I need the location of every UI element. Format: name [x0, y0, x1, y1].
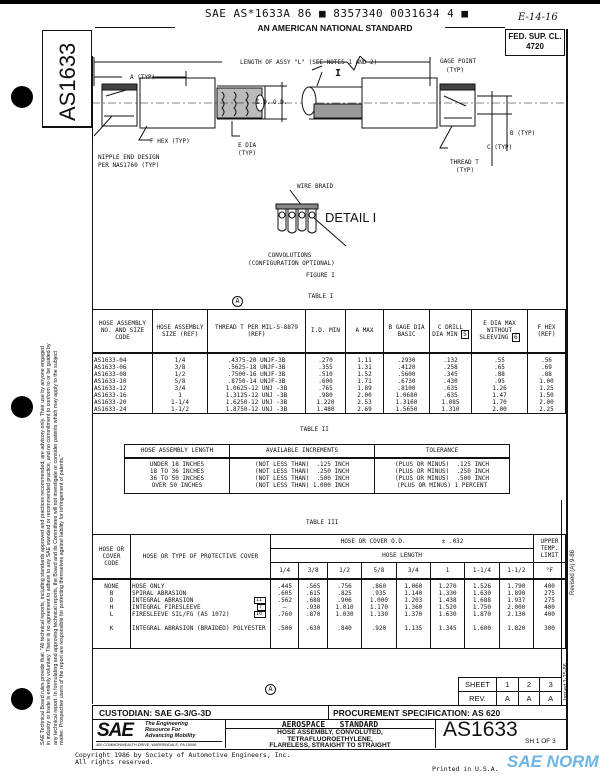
- t1-cell: .4120: [397, 363, 416, 371]
- t3-size-header: 1/2: [327, 563, 361, 579]
- t1-cell: .765: [318, 384, 333, 392]
- t3-cell: 1.345: [438, 624, 457, 632]
- t3-cell: 400: [544, 603, 555, 611]
- disclaimer-line: SAE Technical Board rules provide that: "All technical reports, including standards approved and practices recommended, are advisory only. Their use by anyone engaged: [40, 346, 46, 745]
- copyright-line: Copyright 1986 by Society of Automotive Engineers, Inc.: [75, 751, 291, 759]
- sheet-number: 2: [518, 678, 540, 692]
- revised-date: Revised (A) 9-86: [570, 549, 576, 595]
- t3-cell: H: [109, 603, 114, 611]
- t3-size-header: 1-1/2: [499, 563, 533, 579]
- t3-cell: 1.130: [369, 610, 388, 618]
- id-label: I.D.: [256, 99, 271, 106]
- t2-cell: 36 TO 50 INCHES: [149, 474, 205, 482]
- t3-cell: SPIRAL ABRASION: [132, 589, 187, 597]
- e-dia-typ: (TYP): [238, 150, 257, 157]
- t3-cell: .935: [371, 589, 387, 597]
- t3-cell: 1.060: [404, 582, 423, 590]
- tagline-line: Resource For: [145, 727, 181, 733]
- hose-assembly-drawing: [92, 56, 566, 196]
- t2-cell: (NOT LESS THAN) 1.000 INCH: [255, 481, 349, 489]
- t3-od-column: [430, 579, 464, 649]
- t1-cell: .5600: [397, 370, 416, 378]
- nipple-end-ref: PER NAS1760 (TYP): [98, 162, 160, 169]
- t3-header-type: HOSE OR TYPE OF PROTECTIVE COVER: [131, 535, 271, 579]
- t1-cell: 1.52: [357, 370, 372, 378]
- t1-column-cell: [384, 353, 430, 414]
- t1-header: B GAGE DIA BASIC: [384, 310, 430, 353]
- t2-cell: (NOT LESS THAN) .250 INCH: [255, 467, 349, 475]
- side-number-box: [42, 30, 92, 128]
- t2-column-cell: [375, 458, 510, 494]
- thread-t-typ: (TYP): [456, 167, 475, 174]
- t3-cell: .825: [337, 589, 352, 597]
- t1-header: THREAD T PER MIL-S-8879 (REF): [208, 310, 306, 353]
- detail-marker: I: [335, 68, 342, 79]
- c-dimension-label: C (TYP): [487, 144, 513, 151]
- t1-cell: .430: [443, 377, 458, 385]
- t1-cell: 3/4: [174, 384, 186, 392]
- t1-cell: 1.6250-12 UNJ -3B: [225, 398, 288, 406]
- t1-cell: .55: [494, 356, 505, 364]
- t3-cell: NONE: [104, 582, 119, 590]
- t1-cell: 1.3160: [395, 398, 418, 406]
- t3-cell: .760: [277, 610, 292, 618]
- t3-cell: 1.030: [335, 610, 354, 618]
- document-code: SAE AS*1633A 86 ■ 8357340 0031634 4 ■: [205, 7, 469, 20]
- rule: [445, 27, 505, 28]
- t3-temp-unit: °F: [534, 563, 566, 579]
- t1-cell: 1.47: [492, 391, 507, 399]
- t1-cell: .7500-16 UNJF-3B: [227, 370, 286, 378]
- t1-header-text: E DIA MAX WITHOUT SLEEVING: [479, 320, 516, 342]
- t1-cell: AS1633-16: [94, 391, 127, 399]
- t3-cell: 1.630: [472, 589, 491, 597]
- table-2: [124, 444, 510, 494]
- t1-cell: 1.89: [357, 384, 372, 392]
- t2-cell: (NOT LESS THAN) .125 INCH: [255, 460, 349, 468]
- t1-header: [472, 310, 528, 353]
- t3-cell: .605: [277, 589, 292, 597]
- t3-cell: .562: [277, 596, 292, 604]
- t1-cell: .600: [318, 377, 333, 385]
- t1-cell: AS1633-20: [94, 398, 127, 406]
- handwritten-date: E-14-16: [518, 12, 558, 23]
- t3-cell: .906: [337, 596, 352, 604]
- scan-edge: [0, 0, 600, 4]
- t3-cell: 1.135: [404, 624, 423, 632]
- copyright: [75, 752, 290, 766]
- t1-header: A MAX: [346, 310, 384, 353]
- t2-cell: (NOT LESS THAN) .500 INCH: [255, 474, 349, 482]
- note-flag: 6: [513, 334, 518, 342]
- disclaimer-line: in industry or trade is entirely voluntary. There is no agreement to adhere to any SAE standard or recommended practice, and no commitment to conform to or be guided by: [46, 343, 53, 745]
- t3-cell: 1.890: [507, 589, 526, 597]
- t3-cell: .630: [305, 624, 321, 632]
- title-line: TETRAFLUOROETHYLENE,: [287, 735, 373, 743]
- t2-body-row: [125, 458, 510, 494]
- t1-column-cell: [430, 353, 472, 414]
- t1-cell: AS1633-04: [94, 356, 127, 364]
- t1-header-text: C DRILL DIA MIN: [432, 323, 464, 338]
- t1-cell: .258: [443, 363, 458, 371]
- t1-cell: 1.0625-12 UNJ -3B: [225, 384, 288, 392]
- t1-cell: .65: [494, 363, 505, 371]
- t3-cell: 1.438: [438, 596, 457, 604]
- t3-cell: 1.750: [472, 603, 491, 611]
- t1-cell: .2930: [397, 356, 416, 364]
- t1-cell: 1.8750-12 UNJ -3B: [225, 405, 288, 413]
- document-title: [226, 730, 434, 750]
- t2-cell: 18 TO 36 INCHES: [149, 467, 205, 475]
- note-flag: 10: [254, 611, 266, 618]
- t1-cell: .132: [443, 356, 458, 364]
- rule: [95, 27, 175, 28]
- t3-cell: 1.140: [404, 589, 423, 597]
- t2-column-cell: [125, 458, 230, 494]
- t3-cell: 1.820: [507, 624, 526, 632]
- t3-size-header: 1-1/4: [465, 563, 499, 579]
- nipple-end-label: NIPPLE END DESIGN: [98, 154, 160, 161]
- printed-in: Printed in U.S.A.: [432, 765, 499, 773]
- t3-cell: 275: [544, 596, 555, 604]
- t3-cell: 1.203: [404, 596, 423, 604]
- t3-cell: 1.688: [472, 596, 491, 604]
- t3-cell: 1.630: [438, 610, 457, 618]
- sheet-number: 3: [540, 678, 562, 692]
- t1-cell: .8750-14 UNJF-3B: [227, 377, 286, 385]
- t2-cell: UNDER 18 INCHES: [149, 460, 205, 468]
- t1-cell: .88: [494, 370, 505, 378]
- t3-cell: .930: [305, 603, 321, 611]
- t3-cell: INTEGRAL FIRESLEEVE: [132, 603, 201, 611]
- t3-cell: HOSE ONLY: [132, 582, 165, 590]
- t3-cell: FIRESLEEVE SIL/FG (AS 1072): [132, 610, 230, 618]
- t1-cell: 1/2: [174, 370, 186, 378]
- t1-cell: .345: [443, 370, 458, 378]
- title-center-block: [226, 720, 436, 748]
- t3-cell: 1.000: [369, 596, 388, 604]
- rev-letter: A: [540, 692, 562, 706]
- revision-marker: A: [232, 296, 243, 307]
- t3-cell: .920: [371, 624, 387, 632]
- t1-column-cell: [93, 353, 153, 414]
- t1-cell: 1.0680: [395, 391, 418, 399]
- fed-sup-class-label: FED. SUP. CL.: [508, 32, 562, 41]
- t1-cell: .635: [443, 384, 458, 392]
- t3-size-header: 1/4: [271, 563, 299, 579]
- t1-cell: 1.71: [357, 377, 372, 385]
- t1-cell: 1.220: [316, 398, 335, 406]
- table-3: [92, 534, 566, 649]
- disclaimer-line: matter. Prospective users of the report are responsible for protecting themselves against liability for infringement of patents.": [58, 454, 65, 745]
- table-1-title: TABLE I: [308, 293, 334, 300]
- t3-size-header: 3/4: [396, 563, 430, 579]
- t1-cell: 2.00: [492, 405, 507, 413]
- t3-od-column: [465, 579, 499, 649]
- t1-cell: 1-1/4: [170, 398, 190, 406]
- title-block: [92, 720, 568, 750]
- t3-cell: 2.000: [507, 603, 526, 611]
- t3-od-column: [396, 579, 430, 649]
- t3-cell: 1.870: [472, 610, 491, 618]
- t1-cell: 1.50: [539, 391, 554, 399]
- t3-cell: L: [109, 610, 114, 618]
- f-hex-label: F HEX (TYP): [150, 138, 190, 145]
- title-line: HOSE ASSEMBLY, CONVOLUTED,: [277, 729, 383, 736]
- t3-cell: .500: [277, 624, 292, 632]
- t3-cell: .615: [305, 589, 321, 597]
- copyright-line: All rights reserved.: [75, 758, 154, 766]
- t1-cell: .510: [318, 370, 333, 378]
- t3-cell: .860: [371, 582, 387, 590]
- t3-od-column: [271, 579, 299, 649]
- t3-size-header: 5/8: [362, 563, 396, 579]
- t1-cell: AS1633-06: [94, 363, 127, 371]
- disclaimer: [40, 225, 65, 745]
- t3-cell: K: [109, 624, 114, 632]
- t3-cell: .688: [305, 596, 321, 604]
- t1-header: F HEX (REF): [528, 310, 566, 353]
- t1-cell: .8100: [397, 384, 416, 392]
- t3-header-temp: UPPER TEMP. LIMIT: [534, 535, 566, 563]
- a-dimension-label: A (TYP): [130, 74, 156, 81]
- t3-cell: 1.520: [438, 603, 457, 611]
- note-flag: 7: [257, 604, 266, 611]
- t3-size-header: 3/8: [299, 563, 327, 579]
- t1-cell: 2.00: [539, 398, 554, 406]
- t3-cell: 400: [544, 582, 555, 590]
- t1-column-cell: [306, 353, 346, 414]
- t1-cell: 1-1/2: [170, 405, 190, 413]
- t1-column-cell: [528, 353, 566, 414]
- fed-sup-class-value: 4720: [526, 42, 544, 51]
- t2-cell: (PLUS OR MINUS) .500 INCH: [395, 474, 489, 482]
- t3-cell: —: [282, 603, 287, 611]
- t3-cell: 2.130: [507, 610, 526, 618]
- table-3-title: TABLE III: [306, 519, 339, 526]
- note-flag: 11: [254, 597, 266, 604]
- figure-caption: FIGURE I: [306, 272, 335, 279]
- e-dia-label: E DIA: [238, 142, 257, 149]
- b-dimension-label: B (TYP): [510, 130, 536, 137]
- t1-cell: 1.5650: [395, 405, 418, 413]
- detail-i-title: DETAIL I: [325, 210, 377, 225]
- t1-cell: 1.085: [441, 398, 460, 406]
- gage-point-typ: (TYP): [446, 67, 465, 74]
- disclaimer-line: any technical report. In formulating and approving technical reports, the Board and its Committees will not investigate or consider patents which may apply to the subject: [52, 351, 59, 745]
- t3-od-column: [299, 579, 327, 649]
- t1-cell: AS1633-10: [94, 377, 127, 385]
- t1-cell: 1/4: [174, 356, 186, 364]
- tagline-line: Advancing Mobility: [145, 733, 196, 739]
- t3-cell: D: [109, 596, 114, 604]
- t1-cell: 1.310: [441, 405, 460, 413]
- t3-cell: INTEGRAL ABRASION (BRAIDED) POLYESTER: [132, 624, 266, 632]
- t1-cell: .56: [541, 356, 552, 364]
- rev-letter: A: [518, 692, 540, 706]
- t1-cell: 2.00: [357, 391, 372, 399]
- t3-cell: 1.330: [438, 589, 457, 597]
- t1-cell: AS1633-08: [94, 370, 127, 378]
- t1-cell: 1.00: [539, 377, 554, 385]
- sae-tagline: [145, 721, 195, 739]
- t3-cell: INTEGRAL ABRASION: [132, 596, 194, 604]
- t1-cell: AS1633-12: [94, 384, 127, 392]
- sae-logo-block: [93, 720, 226, 748]
- t1-cell: .4375-20 UNJF-3B: [227, 356, 286, 364]
- punch-hole: [11, 688, 33, 710]
- t3-cell: 400: [544, 610, 555, 618]
- national-standard-banner: AN AMERICAN NATIONAL STANDARD: [257, 23, 413, 33]
- t3-cell: 1.270: [438, 582, 457, 590]
- document-number: AS1633: [443, 718, 518, 741]
- t2-header: AVAILABLE INCREMENTS: [230, 445, 375, 458]
- t1-cell: .69: [541, 363, 552, 371]
- watermark: SAE NORM: [507, 752, 599, 771]
- t2-header: TOLERANCE: [375, 445, 510, 458]
- t1-body-row: [93, 353, 566, 414]
- sheet-number: 1: [497, 678, 519, 692]
- t3-cell: .756: [337, 582, 352, 590]
- t1-cell: 5/8: [174, 377, 186, 385]
- t3-cell: 1.790: [507, 582, 526, 590]
- t1-cell: 1.11: [357, 356, 372, 364]
- t3-cell: 1.600: [472, 624, 491, 632]
- t2-cell: (PLUS OR MINUS) .250 INCH: [395, 467, 489, 475]
- t3-cell: 1.010: [335, 603, 354, 611]
- table-1: [92, 309, 566, 414]
- t1-cell: .270: [318, 356, 333, 364]
- t1-column-cell: [472, 353, 528, 414]
- tagline-line: The Engineering: [145, 721, 189, 727]
- t1-cell: 1.26: [492, 384, 507, 392]
- od-label: O.D.: [273, 99, 288, 106]
- custodian: CUSTODIAN: SAE G-3/G-3D: [99, 708, 212, 718]
- t3-code-column: [93, 579, 131, 649]
- t1-header: I.D. MIN: [306, 310, 346, 353]
- t1-cell: 1: [178, 391, 182, 399]
- table-2-title: TABLE II: [300, 426, 329, 433]
- t3-type-column: [131, 579, 271, 649]
- t1-cell: .355: [318, 363, 333, 371]
- t1-cell: .88: [541, 370, 552, 378]
- t3-cell: .445: [277, 582, 292, 590]
- punch-hole: [11, 396, 33, 418]
- rev-label: REV.: [459, 692, 497, 706]
- t3-cell: 1.170: [369, 603, 388, 611]
- punch-hole: [11, 86, 33, 108]
- convolutions-label: CONVOLUTIONS: [268, 252, 312, 259]
- t1-cell: 1.70: [492, 398, 507, 406]
- t1-cell: .635: [443, 391, 458, 399]
- t1-header: HOSE ASSEMBLY SIZE (REF): [153, 310, 208, 353]
- t3-cell: 1.370: [404, 610, 423, 618]
- t3-cell: 275: [544, 589, 555, 597]
- t3-cell: 1.360: [404, 603, 423, 611]
- sheet-revision-box: [458, 677, 562, 706]
- t3-od-text: HOSE OR COVER O.D.: [340, 538, 406, 545]
- t3-cell: 1.937: [507, 596, 526, 604]
- t1-cell: 2.53: [357, 398, 372, 406]
- t1-column-cell: [346, 353, 384, 414]
- sheet-label: SHEET: [459, 678, 497, 692]
- t3-temp-column: [534, 579, 566, 649]
- t3-header-code: HOSE OR COVER CODE: [93, 535, 131, 579]
- t3-od-column: [362, 579, 396, 649]
- t1-cell: .980: [318, 391, 333, 399]
- rev-letter: A: [497, 692, 519, 706]
- procurement-spec: PROCUREMENT SPECIFICATION: AS 620: [328, 706, 500, 719]
- t3-cell: 300: [544, 624, 555, 632]
- t1-cell: AS1633-24: [94, 405, 127, 413]
- t3-body-row: [93, 579, 566, 649]
- t3-cell: .870: [305, 610, 321, 618]
- t3-od-column: [499, 579, 533, 649]
- t2-cell: (PLUS OR MINUS) 1 PERCENT: [396, 481, 488, 489]
- t2-column-cell: [230, 458, 375, 494]
- t3-cell: 1.526: [472, 582, 491, 590]
- thread-t-label: THREAD T: [450, 159, 479, 166]
- t1-header: HOSE ASSEMBLY NO. AND SIZE CODE: [93, 310, 153, 353]
- t3-size-header: 1: [430, 563, 464, 579]
- t2-cell: OVER 50 INCHES: [151, 481, 203, 489]
- t3-cell: .840: [337, 624, 352, 632]
- t3-tolerance: ± .032: [441, 538, 464, 545]
- revision-marker: A: [265, 684, 276, 695]
- t1-column-cell: [208, 353, 306, 414]
- t3-od-column: [327, 579, 361, 649]
- t1-cell: 1.25: [539, 384, 554, 392]
- sae-logo: SAE: [97, 720, 134, 741]
- category: AEROSPACE STANDARD: [226, 720, 434, 729]
- t1-cell: 1.480: [316, 405, 335, 413]
- frame-right: [566, 29, 568, 749]
- t1-cell: .6730: [397, 377, 416, 385]
- t1-cell: 3/8: [174, 363, 186, 371]
- t3-cell: B: [109, 589, 114, 597]
- sae-address: 400 COMMONWEALTH DRIVE, WARRENDALE, PA 15096: [96, 741, 222, 747]
- t1-cell: 2.25: [539, 405, 554, 413]
- t3-header-length: HOSE LENGTH: [271, 549, 534, 563]
- t1-cell: 1.3125-12 UNJ -3B: [225, 391, 288, 399]
- gage-point-label: GAGE POINT: [440, 58, 477, 65]
- configuration-label: (CONFIGURATION OPTIONAL): [248, 260, 335, 267]
- note-flag: 5: [463, 330, 467, 338]
- length-label: LENGTH OF ASSY "L" (SEE NOTES 1 AND 2): [240, 59, 378, 66]
- t1-cell: 1.31: [357, 363, 372, 371]
- t1-column-cell: [153, 353, 208, 414]
- t1-cell: .95: [494, 377, 505, 385]
- t1-cell: .5625-18 UNJF-3B: [227, 363, 286, 371]
- t2-cell: (PLUS OR MINUS) .125 INCH: [395, 460, 489, 468]
- side-number: AS1633: [55, 42, 80, 121]
- issued-date: Issued 1-15-86: [563, 663, 569, 700]
- t1-header: [430, 310, 472, 353]
- title-line: FLARELESS, STRAIGHT TO STRAIGHT: [269, 742, 391, 749]
- t3-cell: .565: [305, 582, 321, 590]
- t2-header: HOSE ASSEMBLY LENGTH: [125, 445, 230, 458]
- fed-sup-class-box: [505, 29, 565, 56]
- sheet-of: SH 1 OF 3: [525, 738, 556, 745]
- wire-braid-label: WIRE BRAID: [297, 183, 334, 190]
- t3-header-od: [271, 535, 534, 549]
- t1-cell: 2.69: [357, 405, 372, 413]
